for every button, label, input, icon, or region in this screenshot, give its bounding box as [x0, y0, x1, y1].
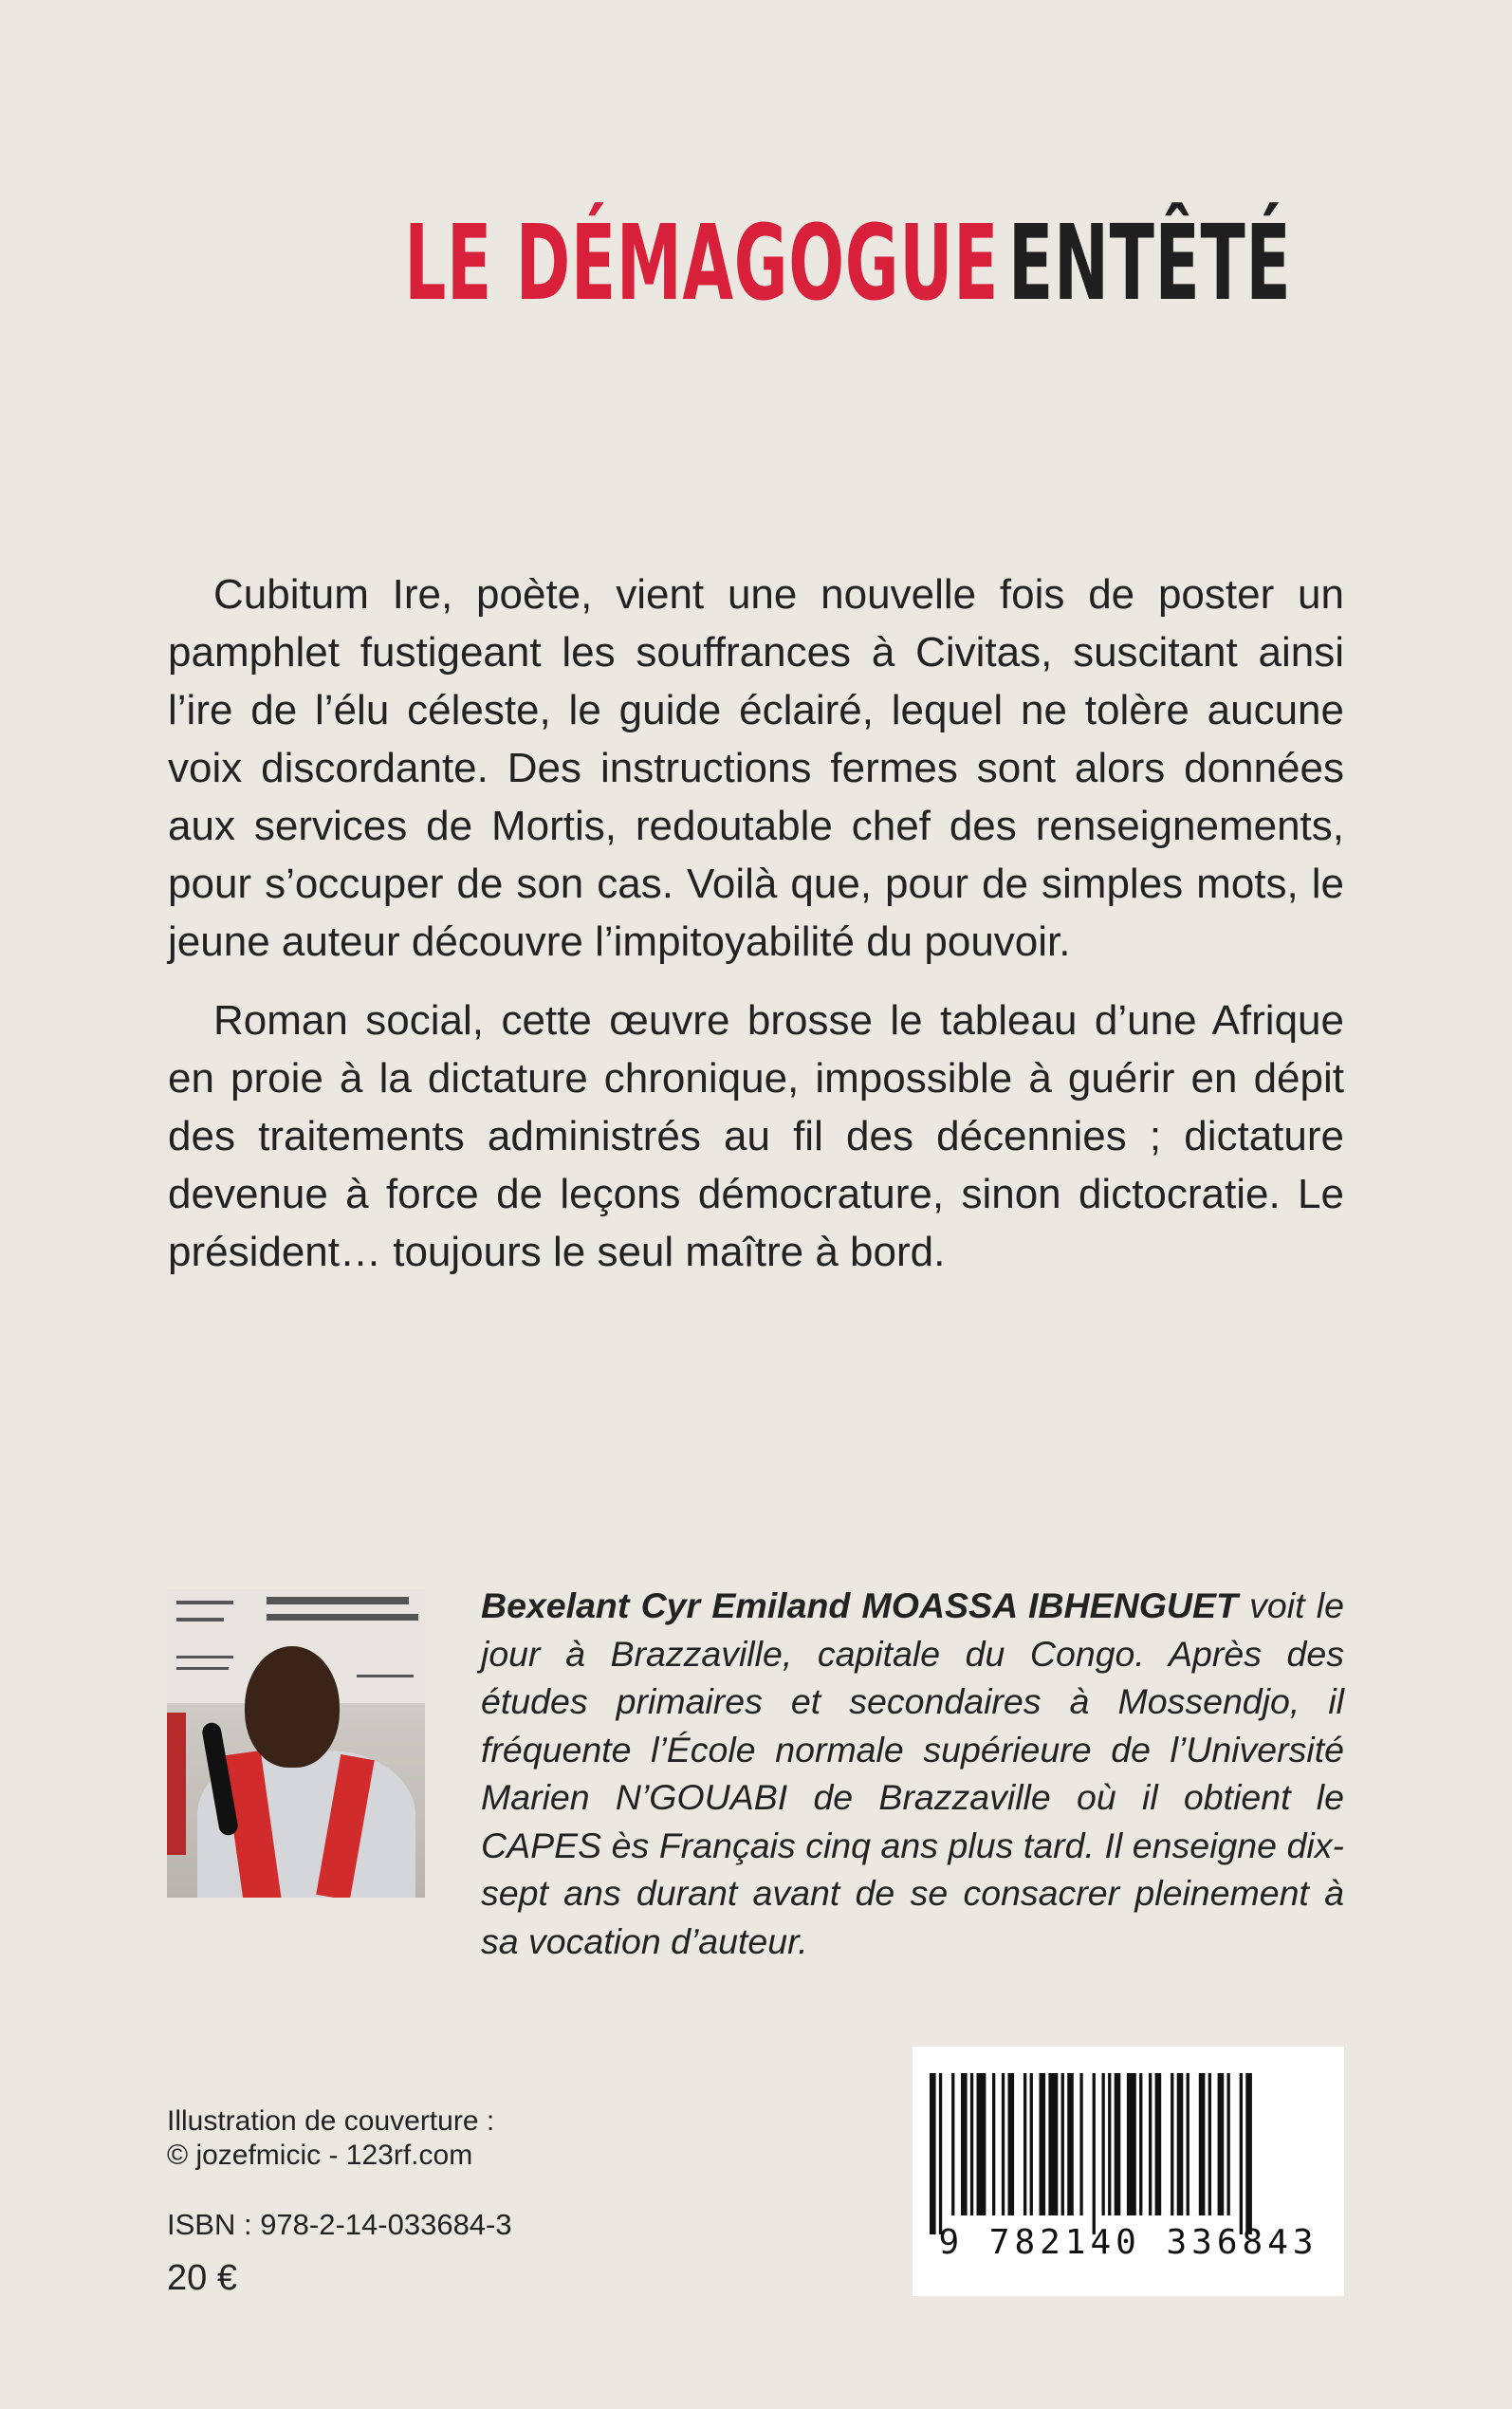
barcode-bar	[1093, 2073, 1096, 2234]
barcode-bar	[1115, 2073, 1121, 2215]
barcode-bar	[1240, 2073, 1243, 2234]
barcode-digits: 9 782140 336843	[938, 2223, 1318, 2262]
barcode-bar	[1187, 2073, 1189, 2215]
barcode-bar	[1067, 2073, 1074, 2215]
barcode-bar	[1155, 2073, 1162, 2215]
credits-line-2: © jozefmicic - 123rf.com	[167, 2140, 473, 2171]
barcode-bar	[939, 2073, 942, 2234]
barcode-bar	[1008, 2073, 1015, 2215]
price: 20 €	[167, 2258, 237, 2298]
newspaper-line	[176, 1618, 224, 1621]
barcode-bar	[1048, 2073, 1058, 2215]
synopsis	[168, 565, 1344, 1302]
barcode-bar	[1208, 2073, 1211, 2215]
barcode-bar	[992, 2073, 995, 2215]
barcode-bar	[1149, 2073, 1152, 2215]
newspaper-line	[176, 1656, 233, 1659]
barcode-bar	[1061, 2073, 1064, 2215]
barcode-bar	[1102, 2073, 1105, 2215]
newspaper-line	[357, 1675, 414, 1677]
author-photo	[167, 1589, 425, 1898]
barcode-bar	[930, 2073, 936, 2234]
barcode-bar	[961, 2073, 968, 2215]
newspaper-headline	[267, 1597, 409, 1604]
author-name: Bexelant Cyr Emiland MOASSA IBHENGUET	[481, 1585, 1238, 1625]
synopsis-paragraph-2: Roman social, cette œuvre brosse le tableau d’une Afrique en proie à la dictature chronique, impossible à guérir en dépit des traitements administrés au fil des décennies ; dictature devenue à force de leçons démocrature, sinon dictocratie. Le président… toujours le seul maître à bord.	[168, 997, 1344, 1275]
barcode-bar	[1127, 2073, 1136, 2215]
barcode-bar	[1079, 2073, 1082, 2215]
barcode-bar	[1227, 2073, 1230, 2215]
barcode-bar	[1002, 2073, 1005, 2215]
credits-line-1: Illustration de couverture :	[167, 2105, 495, 2137]
barcode-bar	[951, 2073, 954, 2215]
barcode-bar	[1245, 2073, 1252, 2234]
newspaper-line	[176, 1667, 229, 1670]
cover-credits	[167, 2104, 494, 2173]
barcode	[913, 2047, 1344, 2296]
synopsis-paragraph-1: Cubitum Ire, poète, vient une nouvelle fois de poster un pamphlet fustigeant les souffrances à Civitas, suscitant ainsi l’ire de l’élu céleste, le guide éclairé, lequel ne tolère aucune voix discordante. Des instructions fermes sont alors données aux services de Mortis, redoutable chef des renseignements, pour s’occuper de son cas. Voilà que, pour de simples mots, le jeune auteur découvre l’impitoyabilité du pouvoir.	[168, 571, 1344, 965]
barcode-bar	[1177, 2073, 1184, 2215]
newspaper-headline	[267, 1614, 418, 1621]
barcode-bar	[1030, 2073, 1033, 2215]
book-title	[0, 202, 1512, 324]
barcode-bar	[1023, 2073, 1026, 2215]
title-part-red: LE DÉMAGOGUE	[403, 202, 999, 324]
barcode-bar	[1108, 2073, 1111, 2215]
barcode-bar	[1171, 2073, 1173, 2215]
barcode-bar	[1199, 2073, 1206, 2215]
author-head	[245, 1646, 340, 1768]
isbn: ISBN : 978-2-14-033684-3	[167, 2208, 512, 2241]
barcode-bar	[1040, 2073, 1046, 2215]
newspaper-line	[176, 1601, 233, 1604]
photo-red-detail	[167, 1713, 186, 1855]
barcode-bar	[1218, 2073, 1225, 2215]
barcode-bar	[1139, 2073, 1142, 2215]
author-bio-text: voit le jour à Brazzaville, capitale du Congo. Après des études primaires et secondaires à Mossendjo, il fréquente l’École normale supérieure de l’Université Marien N’GOUABI de Brazzaville où il obtient le CAPES ès Français cinq ans plus tard. Il enseigne dix-sept ans durant avant de se consacrer pleinement à sa vocation d’auteur.	[481, 1585, 1344, 1961]
barcode-bar	[970, 2073, 973, 2215]
barcode-bar	[977, 2073, 986, 2215]
author-biography	[481, 1582, 1344, 1965]
title-part-black: ENTÊTÉ	[1007, 202, 1292, 324]
